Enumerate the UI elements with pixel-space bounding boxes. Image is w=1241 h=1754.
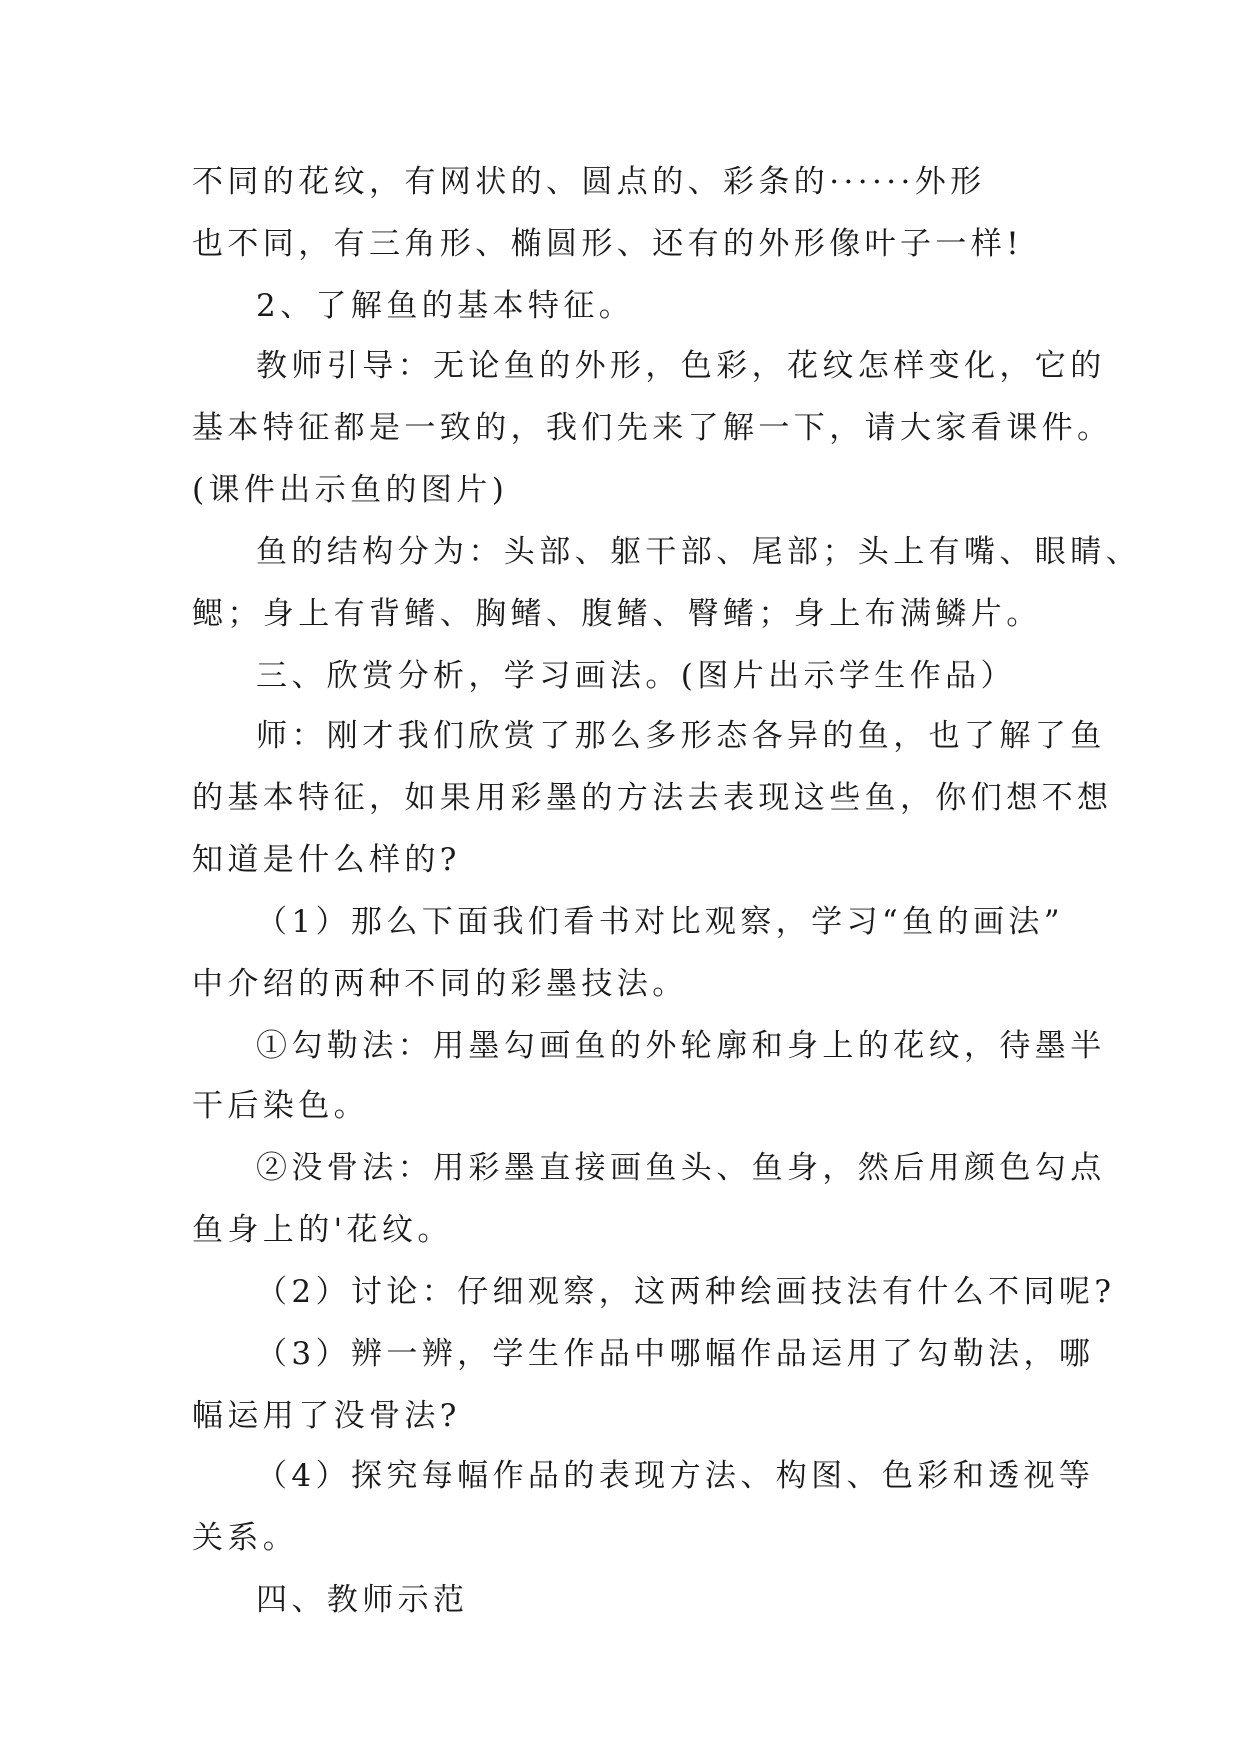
paragraph-line: 师：刚才我们欣赏了那么多形态各异的鱼，也了解了鱼 bbox=[256, 718, 1106, 754]
paragraph-line: 基本特征都是一致的，我们先来了解一下，请大家看课件。 bbox=[192, 410, 1113, 446]
paragraph-line: 关系。 bbox=[192, 1520, 299, 1556]
section-heading: 四、教师示范 bbox=[256, 1582, 469, 1618]
paragraph-line: （4）探究每幅作品的表现方法、构图、色彩和透视等 bbox=[256, 1458, 1095, 1494]
paragraph-line: 不同的花纹，有网状的、圆点的、彩条的······外形 bbox=[192, 164, 986, 200]
paragraph-line: （2）讨论：仔细观察，这两种绘画技法有什么不同呢? bbox=[256, 1274, 1116, 1310]
paragraph-line: （3）辨一辨，学生作品中哪幅作品运用了勾勒法，哪 bbox=[256, 1336, 1095, 1372]
paragraph-line: 幅运用了没骨法? bbox=[192, 1398, 461, 1434]
section-heading: 2、了解鱼的基本特征。 bbox=[256, 288, 635, 324]
paragraph-line: 教师引导：无论鱼的外形，色彩，花纹怎样变化，它的 bbox=[256, 348, 1106, 384]
section-heading: 三、欣赏分析，学习画法。(图片出示学生作品） bbox=[256, 658, 1016, 694]
paragraph-line: 的基本特征，如果用彩墨的方法去表现这些鱼，你们想不想 bbox=[192, 780, 1113, 816]
paragraph-line: 鱼的结构分为：头部、躯干部、尾部；头上有嘴、眼睛、 bbox=[256, 534, 1141, 570]
paragraph-line: (课件出示鱼的图片) bbox=[192, 472, 509, 508]
paragraph-line: ①勾勒法：用墨勾画鱼的外轮廓和身上的花纹，待墨半 bbox=[256, 1028, 1106, 1064]
paragraph-line: 鳃；身上有背鳍、胸鳍、腹鳍、臀鳍；身上布满鳞片。 bbox=[192, 596, 1042, 632]
paragraph-line: 也不同，有三角形、椭圆形、还有的外形像叶子一样! bbox=[192, 226, 1024, 262]
paragraph-line: 干后染色。 bbox=[192, 1088, 369, 1124]
paragraph-line: 中介绍的两种不同的彩墨技法。 bbox=[192, 966, 688, 1002]
paragraph-line: （1）那么下面我们看书对比观察，学习“鱼的画法” bbox=[256, 904, 1065, 940]
paragraph-line: ②没骨法：用彩墨直接画鱼头、鱼身，然后用颜色勾点 bbox=[256, 1150, 1106, 1186]
paragraph-line: 鱼身上的'花纹。 bbox=[192, 1212, 453, 1248]
paragraph-line: 知道是什么样的? bbox=[192, 842, 461, 878]
